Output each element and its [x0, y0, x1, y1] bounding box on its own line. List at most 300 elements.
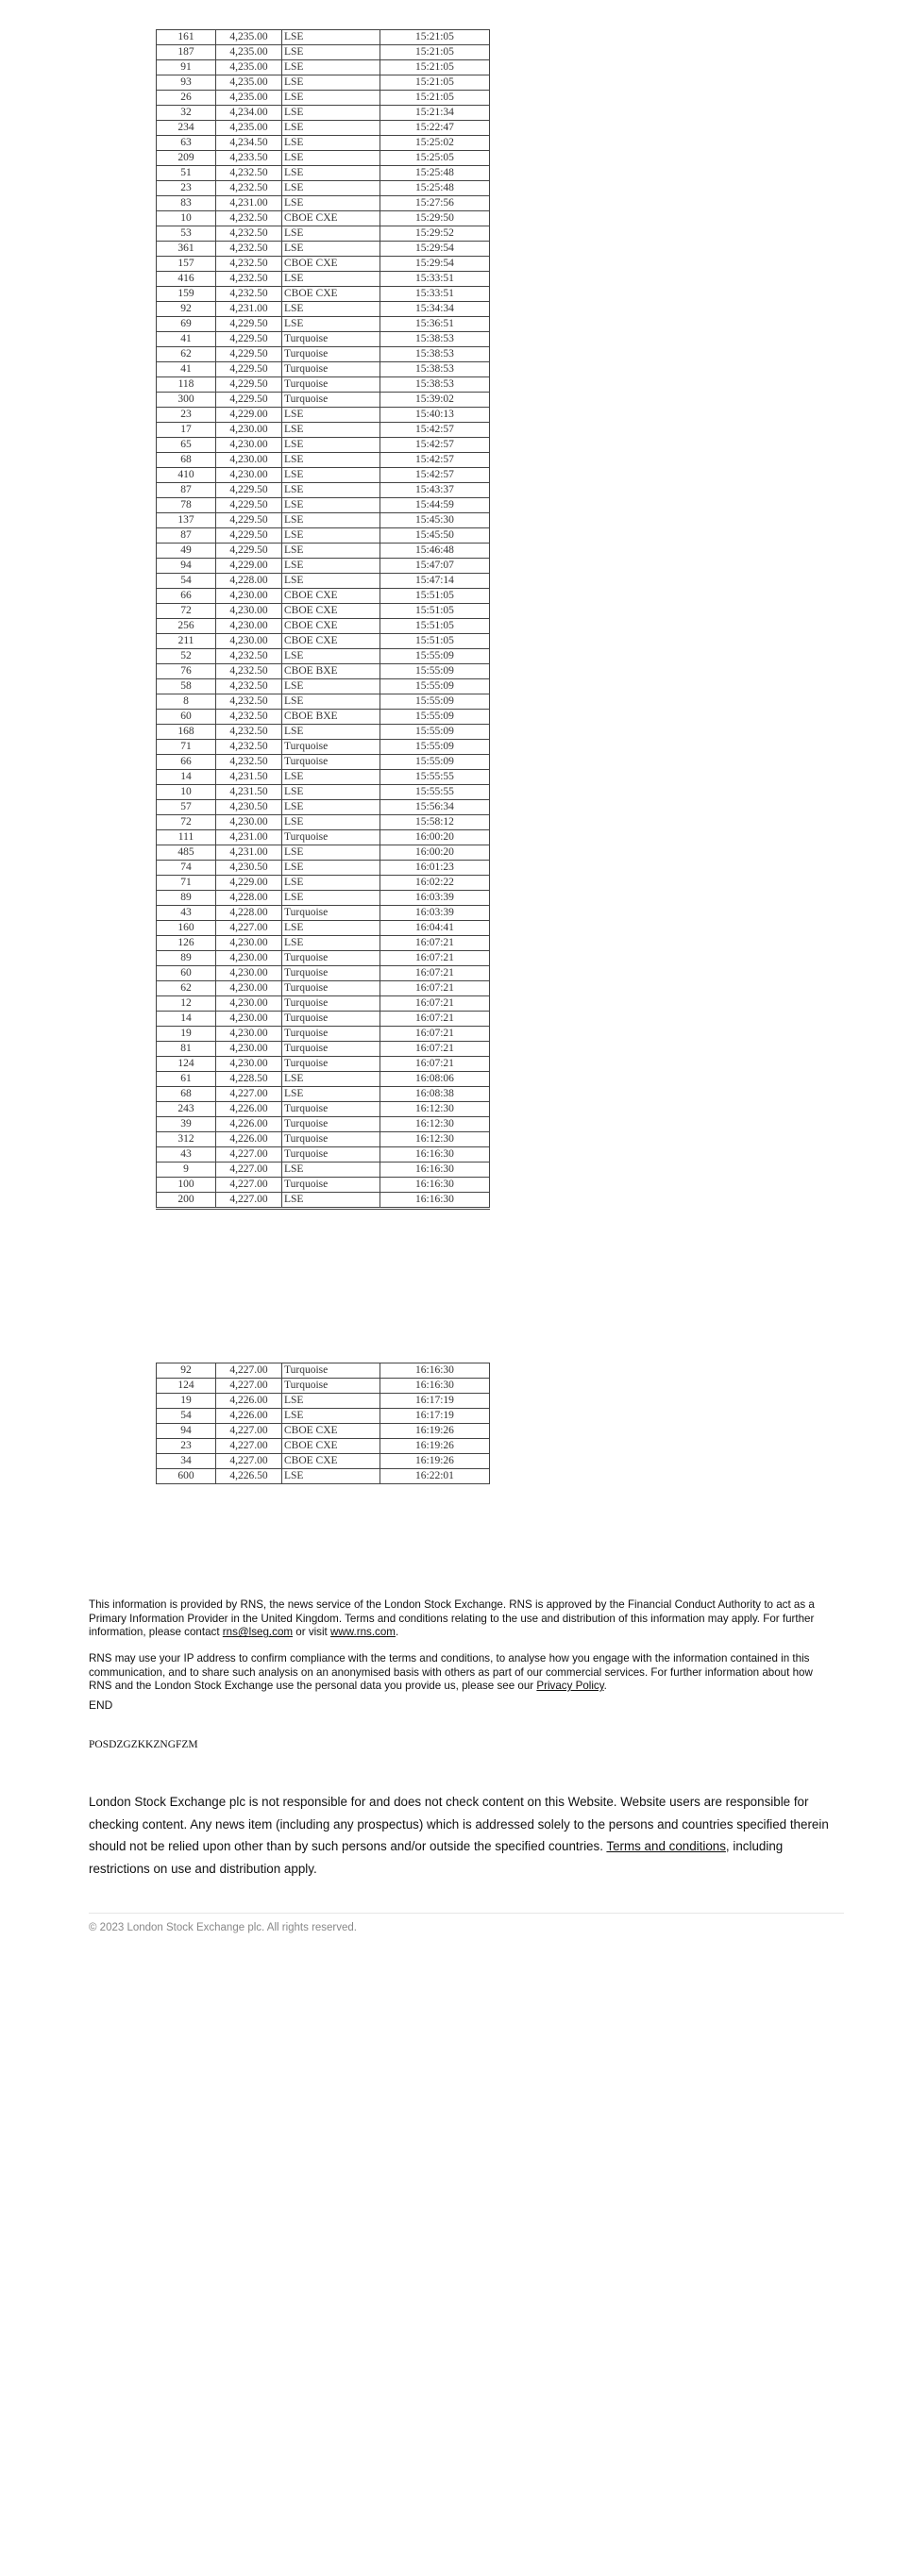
volume-cell: 10 — [157, 211, 216, 226]
venue-cell: LSE — [282, 226, 380, 242]
price-cell: 4,229.50 — [216, 393, 282, 408]
table-row — [157, 785, 490, 800]
volume-cell: 87 — [157, 483, 216, 498]
venue-cell: Turquoise — [282, 830, 380, 845]
price-cell: 4,226.00 — [216, 1132, 282, 1147]
venue-cell: LSE — [282, 166, 380, 181]
volume-cell: 159 — [157, 287, 216, 302]
venue-cell: CBOE CXE — [282, 211, 380, 226]
venue-cell: LSE — [282, 181, 380, 196]
price-cell: 4,232.50 — [216, 694, 282, 710]
venue-cell: LSE — [282, 45, 380, 60]
time-cell: 16:16:30 — [380, 1178, 490, 1193]
table-row — [157, 1087, 490, 1102]
time-cell: 15:38:53 — [380, 362, 490, 377]
time-cell: 15:47:07 — [380, 559, 490, 574]
end-marker: END — [89, 1698, 113, 1712]
volume-cell: 65 — [157, 438, 216, 453]
price-cell: 4,235.00 — [216, 91, 282, 106]
time-cell: 16:17:19 — [380, 1409, 490, 1424]
table-row — [157, 876, 490, 891]
table-row — [157, 951, 490, 966]
price-cell: 4,232.50 — [216, 257, 282, 272]
rns-email-link[interactable]: rns@lseg.com — [222, 1626, 294, 1639]
time-cell: 16:22:01 — [380, 1469, 490, 1484]
time-cell: 16:16:30 — [380, 1379, 490, 1394]
table-row — [157, 75, 490, 91]
venue-cell: Turquoise — [282, 1057, 380, 1072]
volume-cell: 89 — [157, 951, 216, 966]
price-cell: 4,228.00 — [216, 891, 282, 906]
price-cell: 4,226.50 — [216, 1469, 282, 1484]
volume-cell: 137 — [157, 513, 216, 528]
volume-cell: 43 — [157, 1147, 216, 1163]
venue-cell: CBOE CXE — [282, 257, 380, 272]
time-cell: 15:38:53 — [380, 377, 490, 393]
table-row — [157, 604, 490, 619]
time-cell: 15:42:57 — [380, 438, 490, 453]
table-row — [157, 60, 490, 75]
price-cell: 4,232.50 — [216, 679, 282, 694]
table-row — [157, 45, 490, 60]
venue-cell: LSE — [282, 136, 380, 151]
table-row — [157, 1042, 490, 1057]
time-cell: 16:00:20 — [380, 830, 490, 845]
price-cell: 4,230.00 — [216, 1042, 282, 1057]
price-cell: 4,231.00 — [216, 830, 282, 845]
table-row — [157, 845, 490, 861]
volume-cell: 43 — [157, 906, 216, 921]
table-row — [157, 649, 490, 664]
table-row — [157, 362, 490, 377]
table-row — [157, 317, 490, 332]
price-cell: 4,226.00 — [216, 1409, 282, 1424]
table-row — [157, 151, 490, 166]
time-cell: 16:03:39 — [380, 891, 490, 906]
price-cell: 4,230.00 — [216, 604, 282, 619]
volume-cell: 126 — [157, 936, 216, 951]
table-row — [157, 815, 490, 830]
venue-cell: LSE — [282, 861, 380, 876]
venue-cell: LSE — [282, 60, 380, 75]
volume-cell: 66 — [157, 755, 216, 770]
time-cell: 16:07:21 — [380, 951, 490, 966]
volume-cell: 62 — [157, 347, 216, 362]
price-cell: 4,231.00 — [216, 196, 282, 211]
time-cell: 15:29:54 — [380, 257, 490, 272]
volume-cell: 200 — [157, 1193, 216, 1209]
price-cell: 4,235.00 — [216, 121, 282, 136]
price-cell: 4,232.50 — [216, 272, 282, 287]
price-cell: 4,230.00 — [216, 1027, 282, 1042]
price-cell: 4,230.00 — [216, 951, 282, 966]
venue-cell: Turquoise — [282, 1042, 380, 1057]
volume-cell: 243 — [157, 1102, 216, 1117]
volume-cell: 52 — [157, 649, 216, 664]
privacy-end: . — [603, 1680, 607, 1693]
volume-cell: 23 — [157, 408, 216, 423]
rns-disclaimer-text: This information is provided by RNS, the news service of the London Stock Exchange. RNS is approved by the Financial Conduct Authority to act as a Primary Information Provider in the United Kingdom. Terms and conditions relating to the use and distribution of this information may apply. For further information, please contact — [89, 1598, 815, 1639]
price-cell: 4,227.00 — [216, 1439, 282, 1454]
time-cell: 15:36:51 — [380, 317, 490, 332]
price-cell: 4,227.00 — [216, 1454, 282, 1469]
time-cell: 15:45:30 — [380, 513, 490, 528]
time-cell: 16:12:30 — [380, 1102, 490, 1117]
venue-cell: Turquoise — [282, 377, 380, 393]
volume-cell: 161 — [157, 30, 216, 45]
venue-cell: Turquoise — [282, 393, 380, 408]
price-cell: 4,232.50 — [216, 287, 282, 302]
volume-cell: 300 — [157, 393, 216, 408]
venue-cell: LSE — [282, 106, 380, 121]
document-code: POSDZGZKKZNGFZM — [89, 1739, 198, 1750]
time-cell: 15:38:53 — [380, 332, 490, 347]
venue-cell: LSE — [282, 1193, 380, 1209]
price-cell: 4,227.00 — [216, 1193, 282, 1209]
table-row — [157, 468, 490, 483]
time-cell: 15:25:05 — [380, 151, 490, 166]
time-cell: 16:12:30 — [380, 1132, 490, 1147]
venue-cell: Turquoise — [282, 347, 380, 362]
volume-cell: 14 — [157, 770, 216, 785]
time-cell: 15:27:56 — [380, 196, 490, 211]
rns-website-link[interactable]: www.rns.com — [330, 1626, 396, 1639]
volume-cell: 17 — [157, 423, 216, 438]
time-cell: 16:07:21 — [380, 936, 490, 951]
venue-cell: LSE — [282, 513, 380, 528]
time-cell: 16:00:20 — [380, 845, 490, 861]
privacy-policy-link[interactable]: Privacy Policy — [536, 1680, 604, 1693]
volume-cell: 26 — [157, 91, 216, 106]
volume-cell: 54 — [157, 574, 216, 589]
price-cell: 4,231.00 — [216, 845, 282, 861]
price-cell: 4,230.00 — [216, 423, 282, 438]
venue-cell: Turquoise — [282, 1363, 380, 1379]
table-row — [157, 498, 490, 513]
table-row — [157, 302, 490, 317]
time-cell: 15:55:09 — [380, 725, 490, 740]
venue-cell: Turquoise — [282, 1027, 380, 1042]
terms-and-conditions-link[interactable]: Terms and conditions — [606, 1839, 726, 1853]
time-cell: 16:07:21 — [380, 1012, 490, 1027]
time-cell: 15:34:34 — [380, 302, 490, 317]
price-cell: 4,235.00 — [216, 45, 282, 60]
time-cell: 16:12:30 — [380, 1117, 490, 1132]
time-cell: 16:16:30 — [380, 1163, 490, 1178]
table-row — [157, 1469, 490, 1484]
price-cell: 4,231.50 — [216, 770, 282, 785]
volume-cell: 23 — [157, 181, 216, 196]
table-row — [157, 1178, 490, 1193]
price-cell: 4,235.00 — [216, 30, 282, 45]
price-cell: 4,229.50 — [216, 513, 282, 528]
venue-cell: LSE — [282, 936, 380, 951]
table-row — [157, 1147, 490, 1163]
volume-cell: 32 — [157, 106, 216, 121]
venue-cell: LSE — [282, 785, 380, 800]
venue-cell: LSE — [282, 30, 380, 45]
volume-cell: 10 — [157, 785, 216, 800]
venue-cell: LSE — [282, 272, 380, 287]
table-row — [157, 921, 490, 936]
time-cell: 15:33:51 — [380, 272, 490, 287]
venue-cell: Turquoise — [282, 740, 380, 755]
time-cell: 15:55:09 — [380, 649, 490, 664]
venue-cell: LSE — [282, 891, 380, 906]
time-cell: 16:08:38 — [380, 1087, 490, 1102]
volume-cell: 256 — [157, 619, 216, 634]
time-cell: 15:55:09 — [380, 755, 490, 770]
time-cell: 15:45:50 — [380, 528, 490, 544]
table-row — [157, 332, 490, 347]
venue-cell: LSE — [282, 544, 380, 559]
time-cell: 15:25:02 — [380, 136, 490, 151]
venue-cell: Turquoise — [282, 1102, 380, 1117]
table-row — [157, 242, 490, 257]
volume-cell: 60 — [157, 966, 216, 981]
venue-cell: LSE — [282, 679, 380, 694]
table-row — [157, 1012, 490, 1027]
price-cell: 4,234.50 — [216, 136, 282, 151]
venue-cell: LSE — [282, 574, 380, 589]
time-cell: 16:07:21 — [380, 1042, 490, 1057]
volume-cell: 92 — [157, 302, 216, 317]
volume-cell: 78 — [157, 498, 216, 513]
price-cell: 4,227.00 — [216, 1147, 282, 1163]
volume-cell: 8 — [157, 694, 216, 710]
table-row — [157, 423, 490, 438]
price-cell: 4,231.00 — [216, 302, 282, 317]
price-cell: 4,235.00 — [216, 75, 282, 91]
venue-cell: LSE — [282, 1087, 380, 1102]
table-row — [157, 196, 490, 211]
volume-cell: 361 — [157, 242, 216, 257]
volume-cell: 9 — [157, 1163, 216, 1178]
time-cell: 15:21:05 — [380, 45, 490, 60]
venue-cell: LSE — [282, 151, 380, 166]
price-cell: 4,232.50 — [216, 725, 282, 740]
volume-cell: 72 — [157, 815, 216, 830]
price-cell: 4,227.00 — [216, 1178, 282, 1193]
venue-cell: LSE — [282, 317, 380, 332]
table-row — [157, 1424, 490, 1439]
volume-cell: 160 — [157, 921, 216, 936]
table-row — [157, 544, 490, 559]
price-cell: 4,229.50 — [216, 332, 282, 347]
volume-cell: 66 — [157, 589, 216, 604]
volume-cell: 94 — [157, 559, 216, 574]
table-row — [157, 106, 490, 121]
venue-cell: CBOE BXE — [282, 710, 380, 725]
venue-cell: LSE — [282, 559, 380, 574]
table-row — [157, 725, 490, 740]
venue-cell: LSE — [282, 815, 380, 830]
time-cell: 15:42:57 — [380, 453, 490, 468]
table-row — [157, 272, 490, 287]
volume-cell: 100 — [157, 1178, 216, 1193]
transactions-table-1 — [156, 29, 490, 1210]
time-cell: 16:07:21 — [380, 1027, 490, 1042]
table-row — [157, 513, 490, 528]
time-cell: 15:56:34 — [380, 800, 490, 815]
venue-cell: CBOE BXE — [282, 664, 380, 679]
table-row — [157, 574, 490, 589]
venue-cell: LSE — [282, 498, 380, 513]
venue-cell: CBOE CXE — [282, 634, 380, 649]
venue-cell: LSE — [282, 302, 380, 317]
price-cell: 4,230.00 — [216, 981, 282, 996]
table-row — [157, 30, 490, 45]
volume-cell: 111 — [157, 830, 216, 845]
price-cell: 4,230.00 — [216, 996, 282, 1012]
table-row — [157, 710, 490, 725]
time-cell: 15:58:12 — [380, 815, 490, 830]
time-cell: 16:08:06 — [380, 1072, 490, 1087]
price-cell: 4,232.50 — [216, 242, 282, 257]
volume-cell: 41 — [157, 332, 216, 347]
table-row — [157, 408, 490, 423]
lse-note-text: London Stock Exchange plc is not responsible for and does not check content on this Website. Website users are responsible for checking content. Any news item (including any prospectus) which is addressed solely to the persons and countries specified therein should not be relied upon other than by such persons and/or outside the specified countries. — [89, 1795, 829, 1853]
volume-cell: 54 — [157, 1409, 216, 1424]
price-cell: 4,230.00 — [216, 634, 282, 649]
table-row — [157, 755, 490, 770]
venue-cell: CBOE CXE — [282, 1439, 380, 1454]
venue-cell: LSE — [282, 876, 380, 891]
table-row — [157, 453, 490, 468]
time-cell: 15:38:53 — [380, 347, 490, 362]
volume-cell: 41 — [157, 362, 216, 377]
venue-cell: Turquoise — [282, 1147, 380, 1163]
footer-divider — [89, 1913, 844, 1914]
price-cell: 4,229.50 — [216, 528, 282, 544]
price-cell: 4,230.00 — [216, 1012, 282, 1027]
volume-cell: 600 — [157, 1469, 216, 1484]
volume-cell: 12 — [157, 996, 216, 1012]
price-cell: 4,228.00 — [216, 906, 282, 921]
volume-cell: 89 — [157, 891, 216, 906]
venue-cell: Turquoise — [282, 1012, 380, 1027]
time-cell: 15:25:48 — [380, 166, 490, 181]
time-cell: 16:19:26 — [380, 1439, 490, 1454]
price-cell: 4,232.50 — [216, 649, 282, 664]
table-row — [157, 634, 490, 649]
price-cell: 4,228.00 — [216, 574, 282, 589]
time-cell: 16:16:30 — [380, 1193, 490, 1209]
time-cell: 16:03:39 — [380, 906, 490, 921]
venue-cell: LSE — [282, 528, 380, 544]
volume-cell: 63 — [157, 136, 216, 151]
time-cell: 15:47:14 — [380, 574, 490, 589]
copyright-text: © 2023 London Stock Exchange plc. All rights reserved. — [89, 1922, 358, 1933]
venue-cell: LSE — [282, 845, 380, 861]
price-cell: 4,232.50 — [216, 710, 282, 725]
price-cell: 4,230.00 — [216, 1057, 282, 1072]
volume-cell: 71 — [157, 876, 216, 891]
volume-cell: 91 — [157, 60, 216, 75]
time-cell: 15:44:59 — [380, 498, 490, 513]
time-cell: 15:29:52 — [380, 226, 490, 242]
table-row — [157, 996, 490, 1012]
price-cell: 4,232.50 — [216, 226, 282, 242]
price-cell: 4,226.00 — [216, 1394, 282, 1409]
table-row — [157, 694, 490, 710]
volume-cell: 71 — [157, 740, 216, 755]
transactions-table-1-body — [157, 30, 490, 1209]
volume-cell: 118 — [157, 377, 216, 393]
volume-cell: 410 — [157, 468, 216, 483]
time-cell: 15:51:05 — [380, 589, 490, 604]
table-row — [157, 166, 490, 181]
price-cell: 4,232.50 — [216, 664, 282, 679]
time-cell: 15:22:47 — [380, 121, 490, 136]
price-cell: 4,229.00 — [216, 408, 282, 423]
price-cell: 4,229.00 — [216, 876, 282, 891]
volume-cell: 312 — [157, 1132, 216, 1147]
volume-cell: 76 — [157, 664, 216, 679]
table-row — [157, 589, 490, 604]
volume-cell: 61 — [157, 1072, 216, 1087]
table-row — [157, 1439, 490, 1454]
venue-cell: Turquoise — [282, 755, 380, 770]
venue-cell: LSE — [282, 800, 380, 815]
venue-cell: CBOE CXE — [282, 1454, 380, 1469]
table-row — [157, 861, 490, 876]
venue-cell: Turquoise — [282, 951, 380, 966]
price-cell: 4,230.00 — [216, 453, 282, 468]
table-row — [157, 1117, 490, 1132]
price-cell: 4,226.00 — [216, 1117, 282, 1132]
table-row — [157, 740, 490, 755]
venue-cell: Turquoise — [282, 966, 380, 981]
price-cell: 4,229.50 — [216, 377, 282, 393]
table-row — [157, 483, 490, 498]
price-cell: 4,226.00 — [216, 1102, 282, 1117]
price-cell: 4,230.00 — [216, 936, 282, 951]
table-row — [157, 1379, 490, 1394]
table-row — [157, 830, 490, 845]
time-cell: 15:21:05 — [380, 75, 490, 91]
transactions-table-2 — [156, 1363, 490, 1484]
price-cell: 4,227.00 — [216, 1379, 282, 1394]
table-row — [157, 800, 490, 815]
table-row — [157, 1394, 490, 1409]
volume-cell: 87 — [157, 528, 216, 544]
table-row — [157, 257, 490, 272]
venue-cell: Turquoise — [282, 1379, 380, 1394]
volume-cell: 124 — [157, 1379, 216, 1394]
price-cell: 4,228.50 — [216, 1072, 282, 1087]
table-row — [157, 121, 490, 136]
venue-cell: Turquoise — [282, 1178, 380, 1193]
table-row — [157, 770, 490, 785]
price-cell: 4,229.50 — [216, 362, 282, 377]
lse-responsibility-note — [89, 1791, 835, 1880]
table-row — [157, 438, 490, 453]
table-row — [157, 1363, 490, 1379]
venue-cell: CBOE CXE — [282, 604, 380, 619]
price-cell: 4,234.00 — [216, 106, 282, 121]
table-row — [157, 226, 490, 242]
volume-cell: 93 — [157, 75, 216, 91]
price-cell: 4,230.00 — [216, 815, 282, 830]
time-cell: 16:17:19 — [380, 1394, 490, 1409]
price-cell: 4,230.00 — [216, 966, 282, 981]
volume-cell: 68 — [157, 453, 216, 468]
time-cell: 15:21:05 — [380, 91, 490, 106]
volume-cell: 94 — [157, 1424, 216, 1439]
volume-cell: 72 — [157, 604, 216, 619]
time-cell: 15:21:05 — [380, 30, 490, 45]
